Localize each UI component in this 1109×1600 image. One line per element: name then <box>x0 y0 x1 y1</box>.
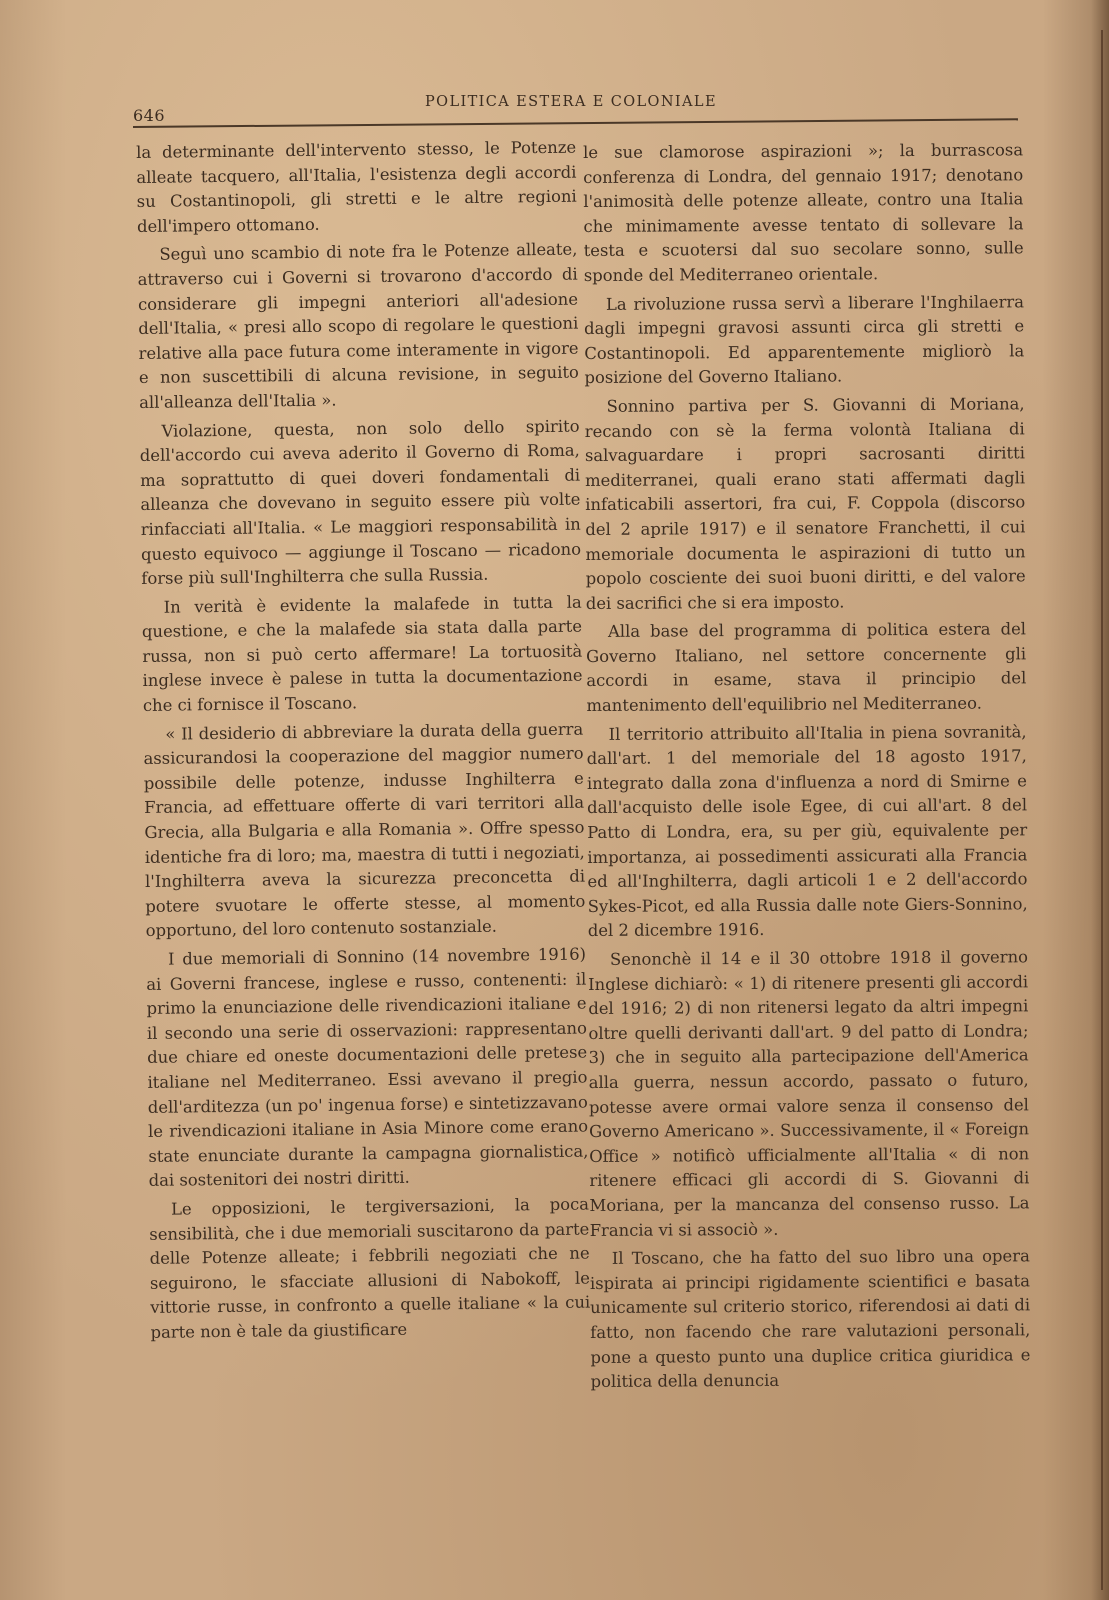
page-edge-line <box>1101 30 1103 1590</box>
paragraph: Alla base del programma di politica estera del Governo Italiano, nel settore concernente gli accordi in esame, stava il principio del mantenimento dell'equilibrio nel Mediterraneo. <box>586 619 1027 716</box>
paragraph: La rivoluzione russa servì a liberare l'Inghilaerra dagli impegni gravosi assunti circa gli stretti e Costantinopoli. Ed apparentemente migliorò la posizione del Governo Italiano. <box>584 291 1025 388</box>
header-rule <box>133 118 1018 127</box>
paragraph: Seguì uno scambio di note fra le Potenze alleate, attraverso cui i Governi si trovarono d'accordo di considerare gli impegni anteriori all'adesione dell'Italia, « presi allo scopo di regolare le questioni relative alla pace futura come interamente in vigore e non suscettibili di alcuna revisione, in seguito all'alleanza dell'Italia ». <box>137 239 579 412</box>
paragraph: Violazione, questa, non solo dello spirito dell'accordo cui aveva aderito il Governo di Roma, ma soprattutto di quei doveri fondamentali di alleanza che dovevano in seguito essere più volte rinfacciati all'Italia. « Le maggiori responsabilità in questo equivoco — aggiunge il Toscano — ricadono forse più sull'Inghilterra che sulla Russia. <box>139 416 582 589</box>
paragraph: In verità è evidente la malafede in tutta la questione, e che la malafede sia stata dalla parte russa, non si può certo affermare! La tortuosità inglese invece è palese in tutta la documentazione che ci fornisce il Toscano. <box>141 592 583 716</box>
paragraph: Il territorio attribuito all'Italia in piena sovranità, dall'art. 1 del memoriale del 18 agosto 1917, integrato dalla zona d'influenza a nord di Smirne e dall'acquisto delle isole Egee, di cui all'art. 8 del Patto di Londra, era, su per giù, equivalente per importanza, ai possedimenti assicurati alla Francia ed all'Inghilterra, dagli articoli 1 e 2 dell'accordo Sykes-Picot, ed alla Russia dalle note Giers-Sonnino, del 2 dicembre 1916. <box>586 721 1028 941</box>
page-number: 646 <box>133 106 166 125</box>
paragraph: Senonchè il 14 e il 30 ottobre 1918 il governo Inglese dichiarò: « 1) di ritenere presenti gli accordi del 1916; 2) di non ritenersi legato da altri impegni oltre quelli derivanti dall'art. 9 del patto di Londra; 3) che in seguito alla partecipazione dell'America alla guerra, nessun accordo, passato o futuro, potesse avere ormai valore senza il consenso del Governo Americano ». Successivamente, il « Foreign Office » notificò ufficialmente all'Italia « di non ritenere efficaci gli accordi di S. Giovanni di Moriana, per la mancanza del consenso russo. La Francia vi si associò ». <box>588 947 1030 1240</box>
right-column <box>583 138 1031 1398</box>
paragraph: Le opposizioni, le tergiversazioni, la poca sensibilità, che i due memoriali suscitarono da parte delle Potenze alleate; i febbrili negoziati che ne seguirono, le sfacciate allusioni di Nabokoff, le vittorie russe, in confronto a quelle italiane « la cui parte non è tale da giustificare <box>149 1194 591 1342</box>
running-title: POLITICA ESTERA E COLONIALE <box>425 94 717 110</box>
page-header <box>133 90 1023 130</box>
left-column <box>136 136 591 1350</box>
paragraph: « Il desiderio di abbreviare la durata della guerra assicurandosi la cooperazione del maggior numero possibile delle potenze, indusse Inghilterra e Francia, ad effettuare offerte di vari territori alla Grecia, alla Bulgaria e alla Romania ». Offre spesso identiche fra di loro; ma, maestra di tutti i negoziati, l'Inghilterra aveva la sicurezza preconcetta di potere svuotare le offerte stesse, al momento opportuno, del loro contenuto sostanziale. <box>143 719 586 941</box>
paragraph: la determinante dell'intervento stesso, le Potenze alleate tacquero, all'Italia, l'esistenza degli accordi su Costantinopoli, gli stretti e le altre regioni dell'impero ottomano. <box>136 137 577 236</box>
paragraph: le sue clamorose aspirazioni »; la burrascosa conferenza di Londra, del gennaio 1917; denotano l'animosità delle potenze alleate, contro una Italia che minimamente avesse tentato di sollevare la testa e scuotersi dal suo secolare sonno, sulle sponde del Mediterraneo orientale. <box>583 140 1024 285</box>
page-edge-shadow <box>1091 0 1109 1600</box>
paragraph: I due memoriali di Sonnino (14 novembre 1916) ai Governi francese, inglese e russo, contenenti: il primo la enunciazione delle rivendicazioni italiane e il secondo una serie di osservazioni: rappresentano due chiare ed oneste documentazioni delle pretese italiane nel Mediterraneo. Essi avevano il pregio dell'arditezza (un po' ingenua forse) e sintetizzavano le rivendicazioni italiane in Asia Minore come erano state enunciate durante la campagna giornalistica, dai sostenitori dei nostri diritti. <box>146 944 589 1191</box>
paragraph: Sonnino partiva per S. Giovanni di Moriana, recando con sè la ferma volontà Italiana di salvaguardare i propri sacrosanti diritti mediterranei, quali erano stati affermati dagli infaticabili assertori, fra cui, F. Coppola (discorso del 2 aprile 1917) e il senatore Franchetti, il cui memoriale documenta le aspirazioni di tutto un popolo cosciente dei suoi buoni diritti, e del valore dei sacrifici che si era imposto. <box>584 394 1026 613</box>
paragraph: Il Toscano, che ha fatto del suo libro una opera ispirata ai principi rigidamente scientifici e basata unicamente sul criterio storico, riferendosi ai dati di fatto, non facendo che rare valutazioni personali, pone a questo punto una duplice critica giuridica e politica della denuncia <box>589 1246 1031 1392</box>
